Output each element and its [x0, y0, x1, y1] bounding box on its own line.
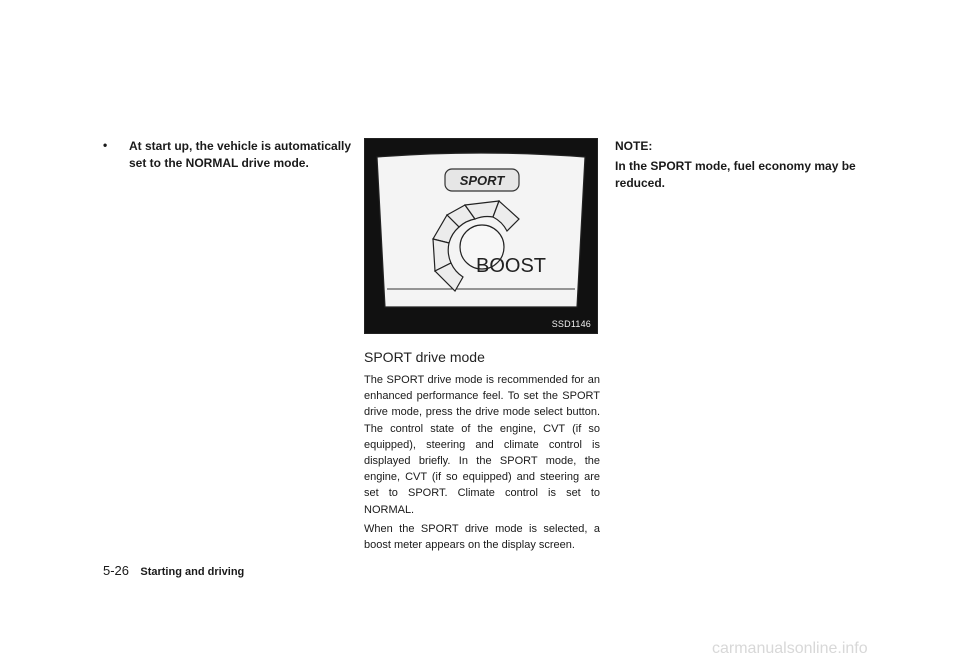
section-title: SPORT drive mode: [364, 349, 485, 365]
bullet-item: [103, 138, 353, 172]
left-column: [103, 138, 353, 172]
watermark: carmanualsonline.info: [712, 640, 868, 657]
figure-code: SSD1146: [551, 319, 591, 329]
body-paragraph: The SPORT drive mode is recommended for an enhanced performance feel. To set the SPORT drive mode, press the drive mode select button. The control state of the engine, CVT (if so equipped), steering and climate control is displayed briefly. In the SPORT mode, the engine, CVT (if so equipped) and steering are set to SPORT. Climate control is set to NORMAL.: [364, 374, 600, 516]
boost-display-illustration: [365, 139, 597, 333]
page-footer: [103, 563, 244, 578]
note-label: NOTE:: [615, 139, 653, 153]
note-text: In the SPORT mode, fuel economy may be reduced.: [615, 159, 856, 190]
page-number: 5-26: [103, 563, 130, 578]
body-paragraph: When the SPORT drive mode is selected, a boost meter appears on the display screen.: [364, 522, 600, 552]
boost-display-figure: [364, 138, 598, 334]
footer-section: Starting and driving: [140, 566, 245, 578]
bullet-mark: •: [103, 138, 108, 152]
sport-button-label: SPORT: [459, 173, 505, 188]
bullet-text: At start up, the vehicle is automatically set to the NORMAL drive mode.: [129, 139, 352, 170]
right-column: [615, 138, 865, 192]
middle-column: [364, 138, 600, 553]
boost-label: BOOST: [475, 255, 547, 277]
